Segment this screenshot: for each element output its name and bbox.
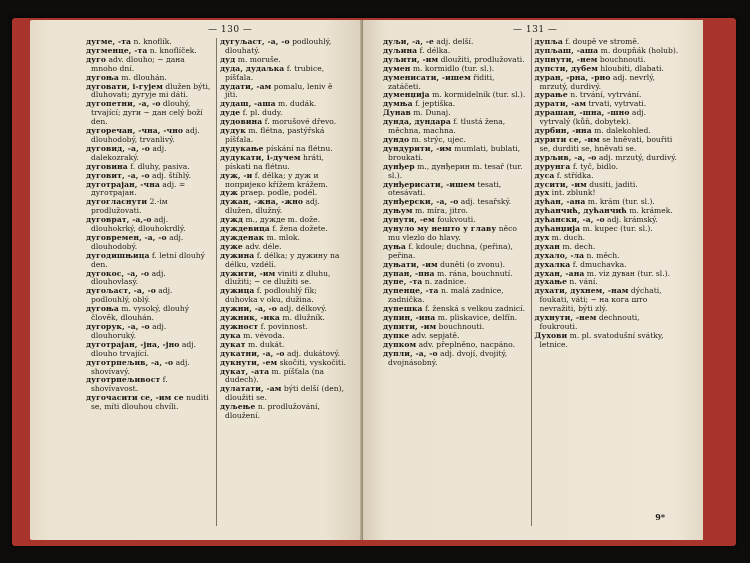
dictionary-entry <box>86 359 216 377</box>
entry-translation: m. kormidelník (tur. sl.). <box>429 90 526 100</box>
entry-headword: дужник, -ика <box>220 313 280 323</box>
entry-translation: n. malá zadnice, zadnička. <box>388 286 504 305</box>
entry-translation: adj. delší. <box>433 38 474 46</box>
right-column-1 <box>383 38 531 526</box>
dictionary-entry <box>86 234 216 252</box>
entry-headword: дупља <box>534 38 563 46</box>
entry-translation: m. dlouhán. <box>118 72 167 82</box>
entry-headword: дунути, -ем <box>383 215 435 225</box>
entry-headword: дупин, -ина <box>383 313 436 323</box>
entry-headword: дурити се, -им <box>534 134 600 144</box>
dictionary-entry <box>383 243 531 261</box>
entry-translation: něco mu vlezlo do hlavy. <box>388 224 517 242</box>
entry-translation: f. tyč, bidlo. <box>570 161 619 171</box>
entry-translation: m. míra, jitro. <box>412 206 468 216</box>
dictionary-entry <box>532 74 680 92</box>
dictionary-entry <box>217 172 347 190</box>
entry-headword: дуљина <box>383 45 418 55</box>
entry-headword: дугочасити се, -им се <box>86 393 184 403</box>
entry-translation: n. trvání, vytrvání. <box>567 90 642 100</box>
entry-headword: дудаш, -аша <box>220 99 276 109</box>
dictionary-entry <box>383 350 531 368</box>
dictionary-entry <box>86 287 216 305</box>
dictionary-entry <box>86 252 216 270</box>
entry-headword: духан <box>534 241 560 251</box>
entry-translation: m. flétna, pastýřská píšťala. <box>225 126 325 144</box>
entry-translation: m. píšťala (na dudech). <box>225 366 325 385</box>
entry-headword: дугокос, -а, -о <box>86 268 150 278</box>
entry-headword: дуготрајан, -јна, -јно <box>86 339 180 349</box>
dictionary-entry <box>86 145 216 163</box>
entry-translation: adj. vytrvalý (kůň, dobytek). <box>539 108 647 127</box>
entry-translation: řiditi, zatáčeti. <box>388 72 495 91</box>
entry-translation: m. rána, bouchnutí. <box>434 268 513 278</box>
entry-translation: f. žena dožete. <box>269 224 328 234</box>
left-page <box>30 20 363 540</box>
entry-headword: дућанџија <box>534 224 581 234</box>
entry-translation: f. letní dlouhý den. <box>91 250 205 269</box>
entry-translation: f. morušové dřevo. <box>262 117 337 127</box>
entry-translation: nuditi se, míti dlouhou chvíli. <box>91 393 209 412</box>
entry-headword: дупити, -им <box>383 322 437 331</box>
entry-translation: adj. dlužen, dlužný. <box>225 197 320 216</box>
entry-headword: духалка <box>534 259 571 269</box>
entry-headword: дуговати, і-гујем <box>86 81 163 91</box>
entry-translation: bouchnouti. <box>597 54 646 64</box>
entry-headword: дугоречан, -чна, -чно <box>86 126 184 136</box>
entry-headword: дупке <box>383 330 410 340</box>
entry-translation: trvati, vytrvati. <box>586 99 647 109</box>
entry-translation: praep. podle, podél. <box>237 188 318 198</box>
dictionary-entry <box>383 287 531 305</box>
entry-translation: f. délka; у дужину na délku, vzdélí. <box>225 250 340 269</box>
dictionary-entry <box>217 385 347 403</box>
entry-headword: дуговрат, -а,-о <box>86 215 152 225</box>
entry-translation: adj. dlouhodobý, trvanlivý. <box>91 126 200 144</box>
left-page-columns <box>86 38 347 526</box>
entry-headword: дурати, -ам <box>534 99 587 109</box>
entry-translation: n. knoflíček. <box>147 45 197 55</box>
entry-translation: m. pl. svatodušní svátky, letnice. <box>539 330 664 349</box>
dictionary-entry <box>383 145 531 163</box>
entry-headword: дуран, -рна, -рно <box>534 72 611 82</box>
entry-headword: дуде <box>220 108 241 118</box>
entry-headword: думенисати, -ишем <box>383 72 471 82</box>
entry-translation: f. shovívavost. <box>91 375 168 394</box>
entry-translation: f. délka. <box>417 45 451 55</box>
entry-headword: дућанчић, дућанчић <box>534 206 627 216</box>
dictionary-entry <box>86 376 216 394</box>
entry-headword: дунда, дундара <box>383 117 451 127</box>
entry-headword: дупли, -а, -о <box>383 348 438 358</box>
entry-translation: m. dlužník. <box>279 313 325 323</box>
entry-headword: дугуљаст, -а, -о <box>220 38 290 46</box>
entry-translation: tesati, otesávati. <box>388 179 502 198</box>
entry-translation: m. viz дуван (tur. sl.). <box>584 268 671 278</box>
entry-translation: dýchati, foukati, váti; ~ на кога што nevražiti, býti zlý. <box>539 286 662 314</box>
entry-headword: дука <box>220 330 241 340</box>
entry-translation: f. pl. dudy. <box>240 108 283 118</box>
entry-translation: m. strýc, ujec. <box>409 134 466 144</box>
entry-translation: hráti, pískati na flétnu. <box>225 152 324 171</box>
dictionary-entry <box>532 287 680 314</box>
entry-headword: дужан, -жна, -жно <box>220 197 304 207</box>
dictionary-entry <box>532 332 680 350</box>
entry-headword: дупе, -та <box>383 277 423 287</box>
dictionary-entry <box>217 403 347 421</box>
entry-translation: f. povinnost. <box>258 322 308 331</box>
dictionary-entry <box>86 394 216 412</box>
entry-translation: se hněvati, bouřiti se, durditi se, hněvati se. <box>539 134 673 153</box>
dictionary-entry <box>86 198 216 216</box>
entry-headword: дуж <box>220 188 238 198</box>
entry-translation: f. ženská s velkou zadnicí. <box>422 304 525 314</box>
entry-headword: дугоња <box>86 304 119 314</box>
entry-headword: дупљаш, -аша <box>534 45 599 55</box>
entry-translation: m. duch. <box>549 232 586 242</box>
entry-translation: 2.-ім prodlužovati. <box>91 197 168 216</box>
entry-headword: дуготрпељивост <box>86 375 161 385</box>
entry-translation: adj. dvojí, dvojitý, dvojnásobný. <box>388 348 508 367</box>
entry-translation: n. měch. <box>584 250 620 260</box>
entry-headword: дундо <box>383 134 410 144</box>
dictionary-entry <box>86 341 216 359</box>
entry-headword: духан, -ана <box>534 268 585 278</box>
entry-headword: дуговремен, -а, -о <box>86 232 167 242</box>
entry-headword: дудукање <box>220 143 264 153</box>
dictionary-entry <box>217 83 347 101</box>
entry-translation: f. tlustá žena, měchna, machna. <box>388 117 506 136</box>
entry-translation: pomalu, leniv ě jíti. <box>225 81 333 100</box>
entry-translation: m. dudák. <box>275 99 317 109</box>
entry-translation: dloužiti, prodlužovati. <box>438 54 525 64</box>
right-page <box>363 20 703 540</box>
entry-translation: adj. dlouhovlasý. <box>91 268 166 287</box>
page-number: — 131 — <box>513 25 558 35</box>
dictionary-entry <box>86 100 216 127</box>
entry-translation: adj. štíhlý. <box>149 170 192 180</box>
entry-headword: думенџија <box>383 90 430 100</box>
entry-headword: дупешка <box>383 304 423 314</box>
entry-translation: f. kdoule; duchna, (peřina), peřina. <box>388 241 513 260</box>
dictionary-entry <box>383 163 531 181</box>
entry-translation: m. vévoda. <box>240 330 285 340</box>
entry-translation: f. délka; у дуж и попријеко křížem krážem. <box>225 170 328 189</box>
entry-translation: m. moruše. <box>235 54 281 64</box>
entry-translation: adv. sepjatě. <box>409 330 460 340</box>
entry-translation: f. jeptiška. <box>412 99 456 109</box>
entry-translation: n. vání. <box>567 277 598 287</box>
entry-headword: дуготрајан, -чна <box>86 179 160 189</box>
entry-translation: adj. = дуготрајан. <box>91 179 186 198</box>
dictionary-entry <box>217 38 347 56</box>
dictionary-entry <box>86 127 216 145</box>
entry-translation: adj. dlouho trvající. <box>91 339 197 358</box>
entry-headword: дугогласнути <box>86 197 148 207</box>
entry-translation: adj. podlouhlý, oblý. <box>91 286 173 305</box>
dictionary-entry <box>217 127 347 145</box>
entry-translation: hloubiti, dlabati. <box>597 63 664 73</box>
entry-translation: f. doupě ve stromě. <box>562 38 640 46</box>
entry-headword: дугоња <box>86 72 119 82</box>
entry-translation: m., дунђерин m. tesař (tur. sl.). <box>388 161 523 180</box>
entry-headword: дуњати, -им <box>383 259 438 269</box>
entry-translation: dlouhý, trvající; дуги ~ дан celý boží den. <box>91 99 203 127</box>
entry-headword: дуљити, -им <box>383 54 439 64</box>
entry-headword: дуждевица <box>220 224 270 234</box>
dictionary-entry <box>86 323 216 341</box>
entry-headword: дудукати, і-дучем <box>220 152 301 162</box>
dictionary-entry <box>532 136 680 154</box>
dictionary-entry <box>217 252 347 270</box>
dictionary-entry <box>217 368 347 386</box>
entry-translation: dusiti, jaditi. <box>586 179 638 189</box>
entry-headword: дурбин, -ина <box>534 126 592 136</box>
entry-translation: adj. délkový. <box>276 304 327 314</box>
entry-translation: n. prodlužování, dloužení. <box>225 402 320 421</box>
entry-headword: дурање <box>534 90 568 100</box>
dictionary-entry <box>383 181 531 199</box>
right-page-columns <box>383 38 679 526</box>
entry-translation: m. dukát. <box>245 339 285 349</box>
entry-headword: дурљив, -а, -о <box>534 152 597 162</box>
entry-headword: дудовина <box>220 117 263 127</box>
dictionary-entry <box>86 56 216 74</box>
entry-headword: дупан, -пна <box>383 268 435 278</box>
dictionary-entry <box>217 154 347 172</box>
entry-translation: adj. dlouhoruký. <box>91 322 167 340</box>
entry-translation: býti delší (den), dloužiti se. <box>225 384 344 403</box>
entry-headword: думња <box>383 99 413 109</box>
entry-headword: дугољаст, -а, -о <box>86 286 156 296</box>
entry-headword: дугодишњица <box>86 250 150 260</box>
entry-translation: adj. dlouhodobý. <box>91 232 184 251</box>
entry-headword: дупком <box>383 339 417 349</box>
entry-headword: дужина <box>220 250 255 260</box>
dictionary-entry <box>86 83 216 101</box>
entry-headword: дуже <box>220 241 243 251</box>
entry-translation: m. dech. <box>559 241 596 251</box>
entry-headword: дурашан, -шна, -шно <box>534 108 630 118</box>
entry-translation: adj. shovívavý. <box>91 357 190 376</box>
entry-headword: дунђерски, -а, -о <box>383 197 459 207</box>
entry-headword: дуса <box>534 170 555 180</box>
entry-translation: f. střídka. <box>554 170 594 180</box>
entry-translation: m. krámek. <box>626 206 673 216</box>
entry-translation: m. kormidlo (tur. sl.). <box>410 63 495 73</box>
entry-headword: духање <box>534 277 568 287</box>
entry-translation: f. trubice, píšťala. <box>225 63 325 82</box>
entry-translation: pískání na flétnu. <box>263 143 333 153</box>
entry-translation: f. podlouhlý fík; duhovka v oku, dužina. <box>225 286 317 305</box>
entry-headword: дуговина <box>86 161 128 171</box>
entry-headword: дуљење <box>220 402 256 412</box>
entry-headword: дух <box>534 188 550 198</box>
entry-headword: дугопетни, -а, -о <box>86 99 161 109</box>
entry-headword: дулатати, -ам <box>220 384 282 394</box>
entry-translation: n. knoflík. <box>131 38 172 46</box>
entry-translation: n. zadnice. <box>422 277 467 287</box>
dictionary-entry <box>217 287 347 305</box>
entry-headword: Духови <box>534 330 568 340</box>
entry-headword: духнути, -нем <box>534 313 597 323</box>
entry-translation: foukvouti. <box>434 215 476 225</box>
entry-headword: дуговит, -а, -о <box>86 170 150 180</box>
entry-translation: m. dalekohled. <box>591 126 651 136</box>
dictionary-entry <box>383 225 531 243</box>
entry-translation: m. Dunaj. <box>410 108 451 118</box>
entry-headword: дужденак <box>220 232 265 242</box>
entry-headword: дужни, -а, -о <box>220 304 277 314</box>
entry-headword: дуња <box>383 241 406 251</box>
entry-headword: дужност <box>220 322 259 331</box>
entry-headword: дуд <box>220 54 236 64</box>
entry-translation: adj. krámský. <box>604 215 658 225</box>
entry-translation: dlužen býti, dluhovati; дугујe mi dáti. <box>91 81 211 100</box>
entry-translation: adj. mrzutý, durdivý. <box>596 152 677 162</box>
entry-headword: духало, -ла <box>534 250 585 260</box>
entry-headword: дугмe, -та <box>86 38 132 46</box>
left-column-2 <box>216 38 347 526</box>
dictionary-entry <box>86 270 216 288</box>
entry-translation: adj. tesařský. <box>458 197 512 207</box>
entry-headword: духати, духнем, -нам <box>534 286 629 296</box>
entry-headword: дуљи, -а, -е <box>383 38 434 46</box>
entry-headword: дуњум <box>383 206 413 216</box>
entry-headword: дужити, -им <box>220 268 276 278</box>
entry-translation: duněti (o zvonu). <box>437 259 506 269</box>
page-number: — 130 — <box>208 25 253 35</box>
entry-headword: дупнути, -нем <box>534 54 598 64</box>
entry-headword: дупенце, -та <box>383 286 439 296</box>
entry-translation: mumlati, bublati, broukati. <box>388 143 521 162</box>
entry-translation: skočiti, vyskočiti. <box>277 357 346 367</box>
right-column-2 <box>531 38 680 526</box>
dictionary-entry <box>86 181 216 199</box>
entry-headword: дукнути, -ем <box>220 357 278 367</box>
dictionary-entry <box>217 270 347 288</box>
entry-translation: adv. dlouho; ~ дана mnoho dní. <box>91 54 185 73</box>
entry-headword: Дунав <box>383 108 411 118</box>
entry-headword: дудук <box>220 126 246 136</box>
dictionary-entry <box>217 65 347 83</box>
entry-translation: bouchnouti. <box>436 322 485 331</box>
entry-headword: дукат <box>220 339 246 349</box>
entry-headword: дундурити, -им <box>383 143 452 153</box>
dictionary-entry <box>217 198 347 216</box>
dictionary-entry <box>86 216 216 234</box>
entry-translation: f. dluhy, pasiva. <box>127 161 190 171</box>
entry-translation: m. doupňák (holub). <box>598 45 679 55</box>
entry-headword: дуговид, -а, -о <box>86 143 150 153</box>
entry-headword: дуж, -и <box>220 170 253 180</box>
signature-mark: 9* <box>655 512 665 522</box>
entry-headword: дуда, дудаљка <box>220 63 285 73</box>
entry-headword: дурунга <box>534 161 571 171</box>
dictionary-entry <box>532 314 680 332</box>
entry-translation: f. dmuchavka. <box>570 259 627 269</box>
entry-translation: adv. přeplněno, nacpáno. <box>416 339 516 349</box>
dictionary-entry <box>532 109 680 127</box>
entry-translation: int. zblunk! <box>549 188 596 198</box>
entry-headword: дух <box>534 232 550 242</box>
entry-translation: viniti z dluhu, dlužiti; ~ се dlužiti se. <box>225 268 331 287</box>
entry-headword: дућански, -а, -о <box>534 215 605 225</box>
dictionary-entry <box>86 305 216 323</box>
dictionary-entry <box>383 118 531 136</box>
entry-headword: дунђерисати, -ишем <box>383 179 476 189</box>
entry-headword: дусити, -им <box>534 179 587 189</box>
entry-translation: m. mlok. <box>264 232 300 242</box>
left-column-1 <box>86 38 216 526</box>
entry-translation: adj. nevrlý, mrzutý, durdivý. <box>539 72 655 91</box>
entry-translation: m. pliskavice, delfín. <box>435 313 518 323</box>
entry-translation: podlouhlý, dlouhatý. <box>225 38 332 55</box>
entry-headword: дугорук, -а, -о <box>86 322 150 331</box>
entry-translation: adj. dlouhokrký, dlouhokrdlý. <box>91 215 186 234</box>
entry-translation: adj. dalekozraký. <box>91 143 167 162</box>
entry-headword: думен <box>383 63 411 73</box>
entry-headword: дужица <box>220 286 255 296</box>
entry-headword: дуго <box>86 54 107 64</box>
dictionary-entry <box>383 74 531 92</box>
entry-translation: adv. déle. <box>242 241 282 251</box>
entry-translation: m. kupec (tur. sl.). <box>580 224 653 234</box>
entry-headword: дунуло му нешто у главу <box>383 224 497 234</box>
entry-headword: дугменце, -та <box>86 45 148 55</box>
entry-headword: дуготрпељив, -а, -о <box>86 357 174 367</box>
entry-translation: m., дужде m. dože. <box>243 215 321 225</box>
entry-translation: dechnouti, foukrouti. <box>539 313 640 331</box>
entry-headword: дукат, -ата <box>220 366 270 376</box>
entry-headword: дужд <box>220 215 244 225</box>
entry-headword: дудати, -ам <box>220 81 272 91</box>
entry-headword: дућан, -ана <box>534 197 586 207</box>
entry-headword: дупсти, дубем <box>534 63 598 73</box>
entry-translation: m. krám (tur. sl.). <box>585 197 655 207</box>
entry-translation: m. vysoký, dlouhý člověk, dlouhán. <box>91 304 190 323</box>
entry-headword: дукатни, -а, -о <box>220 348 285 358</box>
entry-headword: дунђер <box>383 161 415 171</box>
entry-translation: adj. dukátový. <box>284 348 341 358</box>
